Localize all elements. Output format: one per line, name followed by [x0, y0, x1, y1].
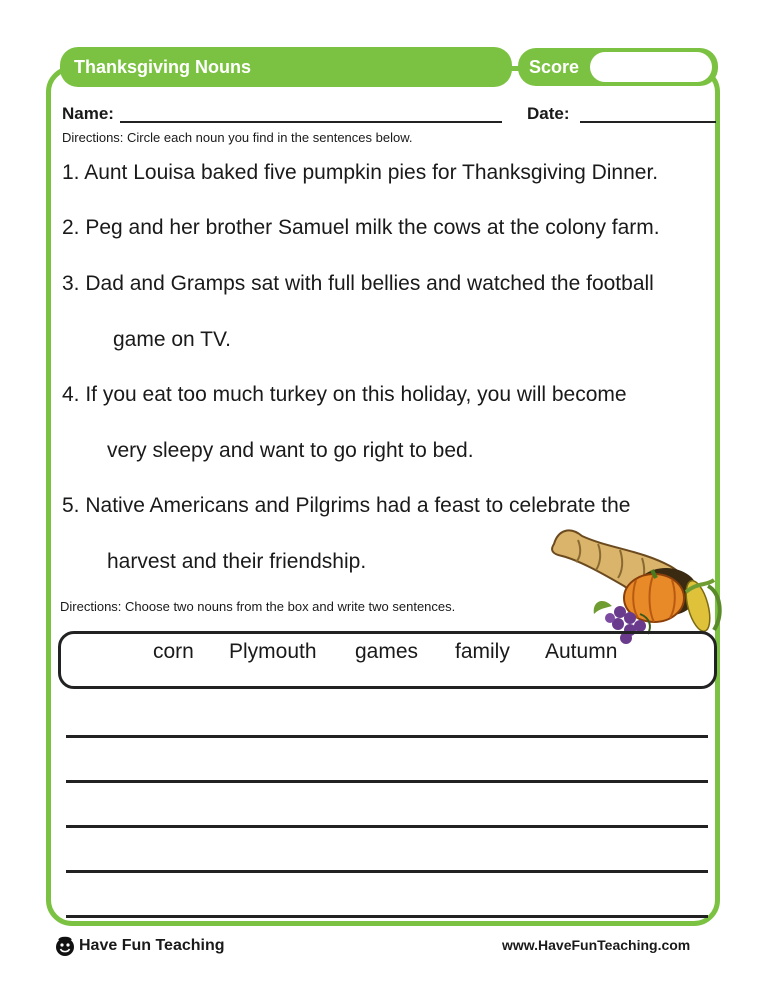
writing-line-5[interactable] [66, 915, 708, 918]
directions-circle-nouns: Directions: Circle each noun you find in the sentences below. [62, 130, 413, 145]
word-bank-item: Autumn [545, 640, 618, 663]
writing-line-2[interactable] [66, 780, 708, 783]
date-field[interactable] [580, 121, 716, 123]
footer-url[interactable]: www.HaveFunTeaching.com [502, 937, 691, 953]
word-bank-item: family [455, 640, 510, 663]
score-field[interactable] [590, 52, 712, 82]
cornucopia-illustration [548, 522, 728, 648]
sentence-5-line-2: harvest and their friendship. [107, 550, 367, 573]
writing-line-1[interactable] [66, 735, 708, 738]
sentence-3-line-1: 3. Dad and Gramps sat with full bellies and watched the football [62, 272, 654, 295]
directions-write-sentences: Directions: Choose two nouns from the box and write two sentences. [60, 599, 456, 614]
writing-line-3[interactable] [66, 825, 708, 828]
sentence-1: 1. Aunt Louisa baked five pumpkin pies for Thanksgiving Dinner. [62, 161, 659, 184]
sentence-5-line-1: 5. Native Americans and Pilgrims had a feast to celebrate the [62, 494, 631, 517]
score-label: Score [529, 57, 580, 77]
sentence-3-line-2: game on TV. [113, 328, 231, 351]
name-label: Name: [62, 104, 114, 123]
sentence-2: 2. Peg and her brother Samuel milk the cows at the colony farm. [62, 216, 660, 239]
score-box [518, 48, 718, 86]
footer-brand: Have Fun Teaching [79, 937, 225, 954]
smiley-logo-icon [55, 936, 75, 958]
worksheet-title: Thanksgiving Nouns [74, 57, 252, 77]
date-label: Date: [527, 104, 570, 123]
sentence-4-line-1: 4. If you eat too much turkey on this holiday, you will become [62, 383, 627, 406]
title-banner [60, 47, 512, 87]
word-bank-item: Plymouth [229, 640, 317, 663]
word-bank-item: corn [153, 640, 194, 663]
sentence-4-line-2: very sleepy and want to go right to bed. [107, 439, 474, 462]
name-field[interactable] [120, 121, 502, 123]
writing-line-4[interactable] [66, 870, 708, 873]
word-bank-item: games [355, 640, 419, 663]
